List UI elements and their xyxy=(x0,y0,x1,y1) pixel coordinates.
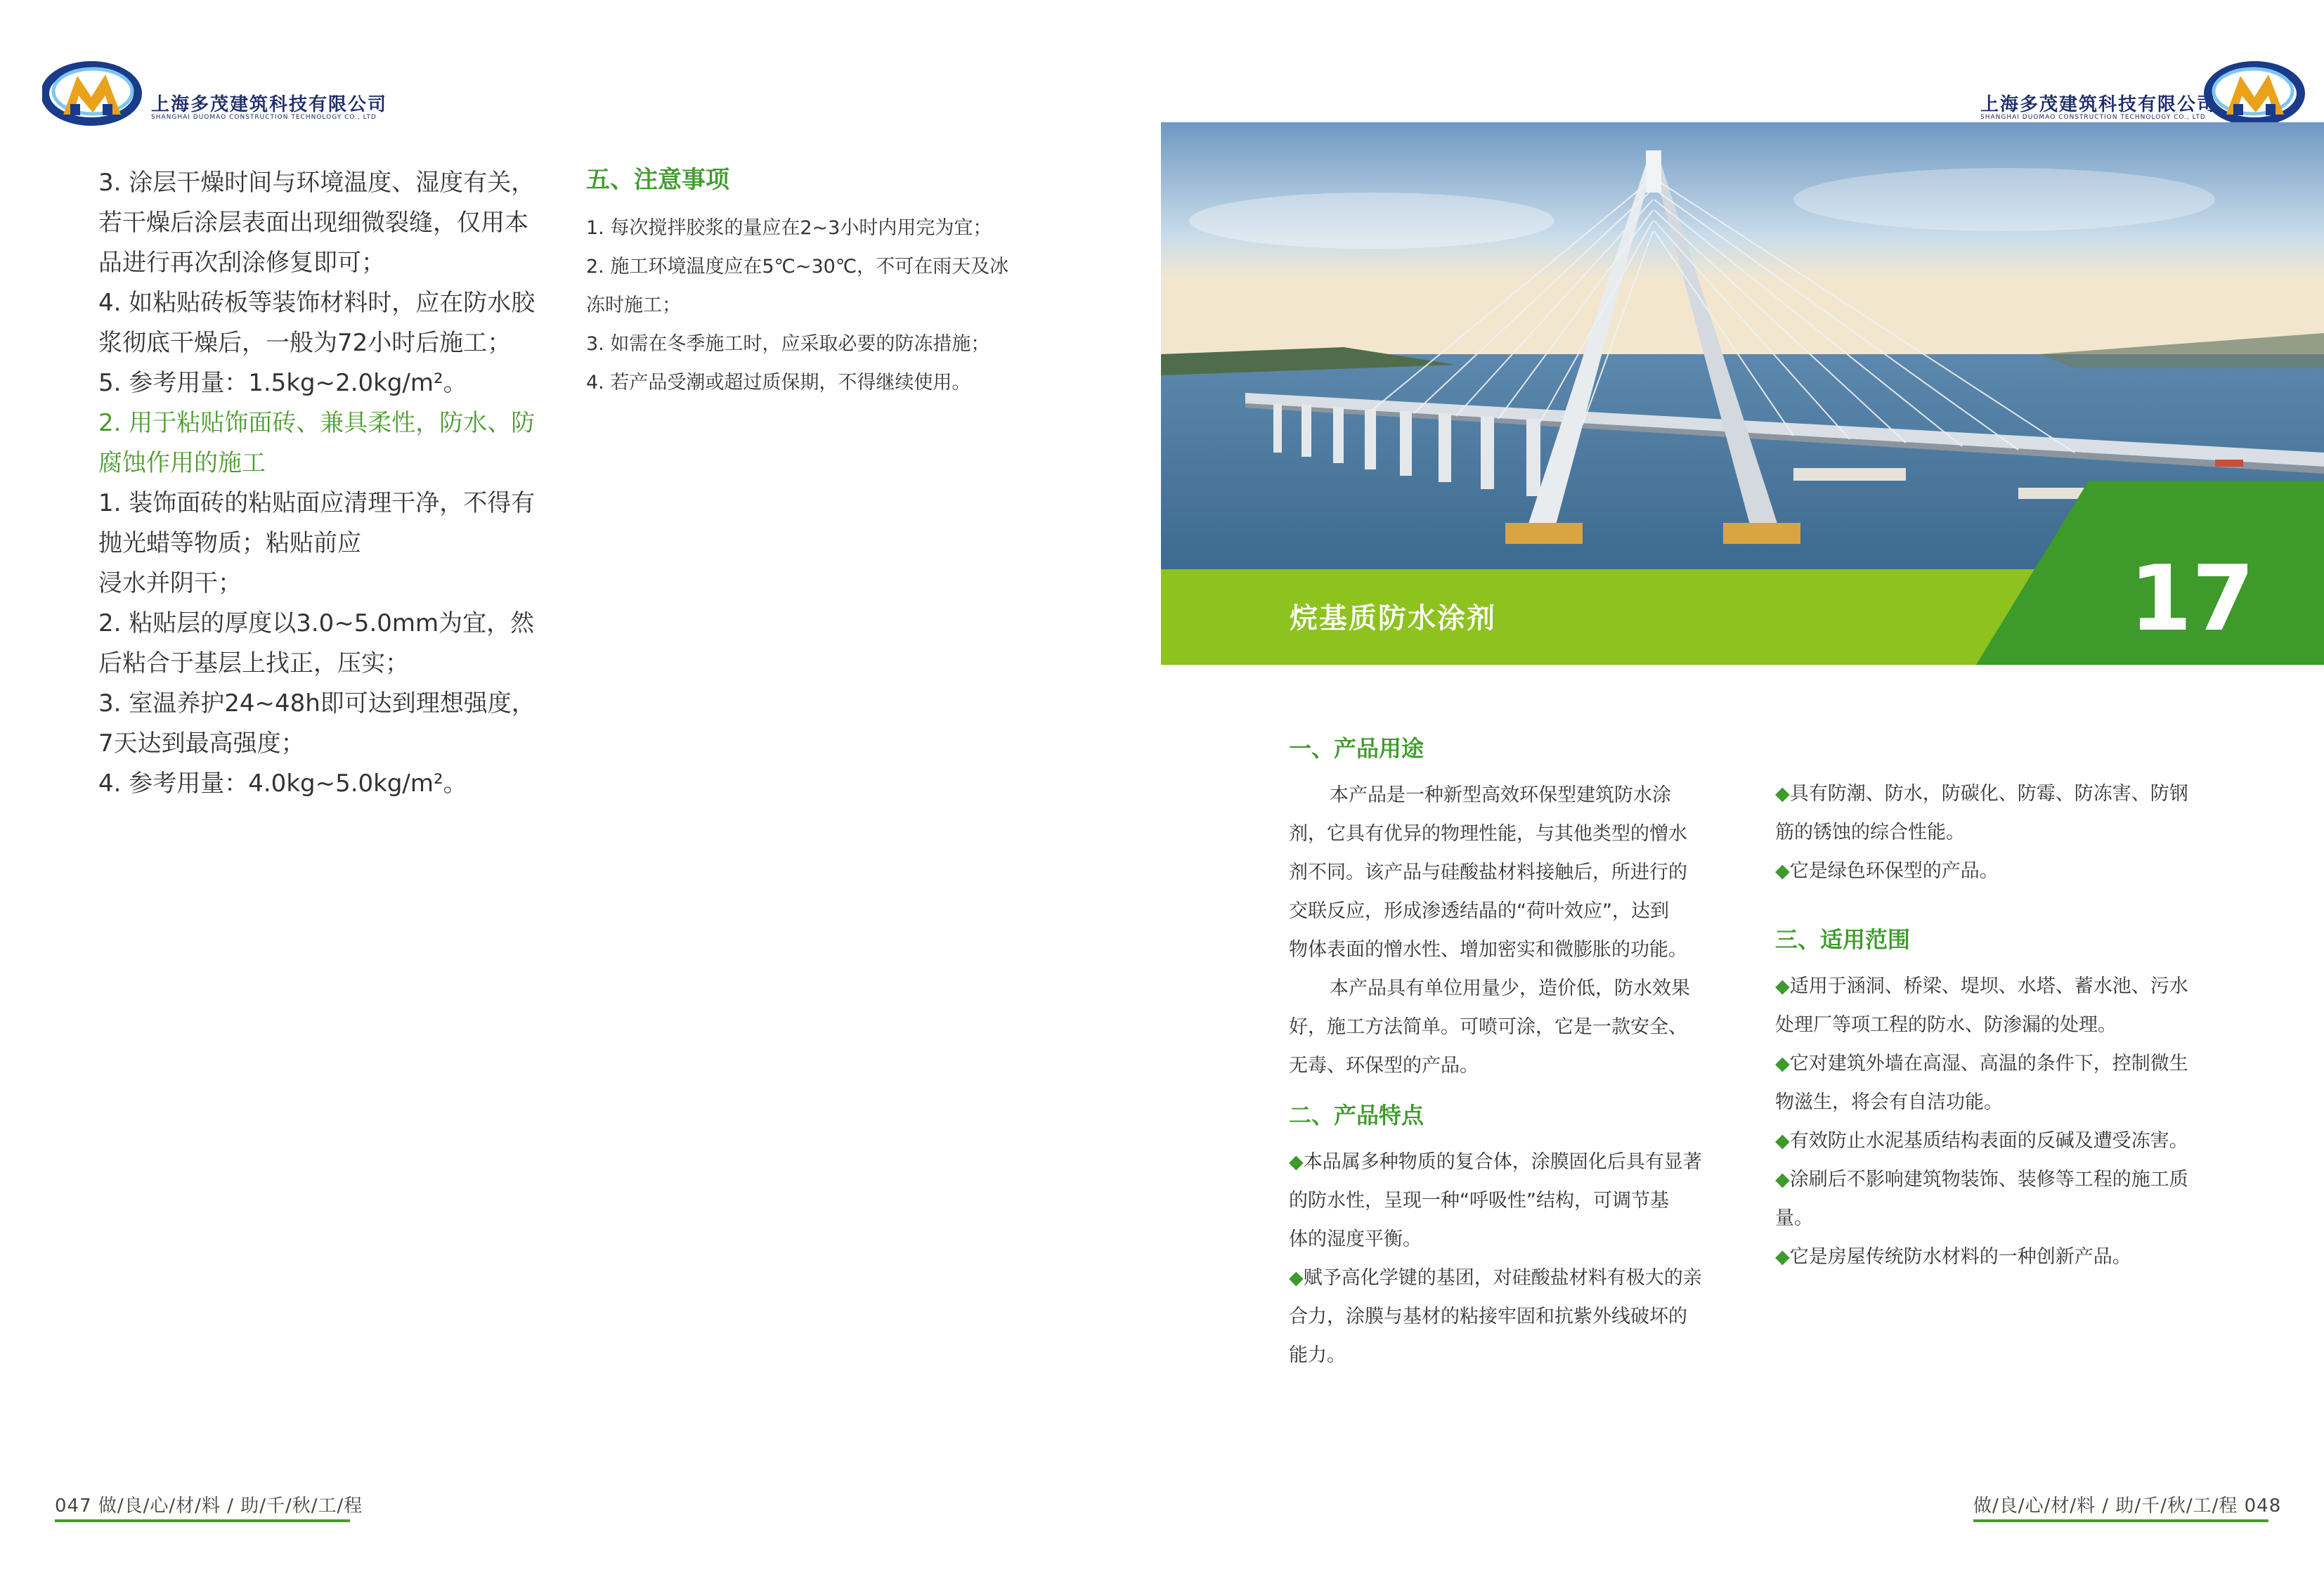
bullet-line: ◆涂刷后不影响建筑物装饰、装修等工程的施工质 xyxy=(1775,1169,2188,1190)
footer-slogan: 做/良/心/材/料 / 助/千/秋/工/程 xyxy=(1973,1495,2238,1517)
page-number: 047 xyxy=(55,1495,92,1517)
section-title: 二、产品特点 xyxy=(1289,1102,1424,1129)
company-name-cn: 上海多茂建筑科技有限公司 xyxy=(1980,94,2217,115)
body-line: 若干燥后涂层表面出现细微裂缝，仅用本 xyxy=(98,209,528,237)
notes-line: 4. 若产品受潮或超过质保期，不得继续使用。 xyxy=(586,372,971,394)
product-title: 烷基质防水涂剂 xyxy=(1290,602,1496,635)
body-line: 浆彻底干燥后，一般为72小时后施工； xyxy=(98,329,512,357)
company-name-en: SHANGHAI DUOMAO CONSTRUCTION TECHNOLOGY CO., LTD xyxy=(151,114,377,121)
bullet-line: 能力。 xyxy=(1289,1344,1346,1366)
bullet-line: ◆本品属多种物质的复合体，涂膜固化后具有显著 xyxy=(1289,1151,1702,1173)
notes-section xyxy=(586,160,1064,402)
features-continued xyxy=(1775,774,2225,890)
bullet-diamond-icon: ◆ xyxy=(1775,1130,1790,1152)
section-features xyxy=(1289,1098,1739,1375)
notes-line: 2. 施工环境温度应在5℃~30℃，不可在雨天及冰 xyxy=(586,256,1009,278)
body-line: 7天达到最高强度； xyxy=(98,729,305,758)
footer-left xyxy=(55,1491,363,1517)
notes-title: 五、注意事项 xyxy=(586,166,729,194)
company-logo-left xyxy=(42,55,436,132)
footer-underline xyxy=(1973,1519,2268,1522)
body-line: 剂不同。该产品与硅酸盐材料接触后，所进行的 xyxy=(1289,862,1687,883)
body-line: 1. 装饰面砖的粘贴面应清理干净，不得有 xyxy=(98,489,535,517)
bullet-line: 体的湿度平衡。 xyxy=(1289,1228,1422,1250)
bullet-diamond-icon: ◆ xyxy=(1775,1246,1790,1268)
bullet-line: 量。 xyxy=(1775,1207,1813,1229)
bullet-line: ◆它是房屋传统防水材料的一种创新产品。 xyxy=(1775,1246,2131,1268)
body-line: 物体表面的憎水性、增加密实和微膨胀的功能。 xyxy=(1289,939,1687,961)
left-page-body xyxy=(98,163,562,804)
bullet-line: 的防水性，呈现一种“呼吸性”结构，可调节基 xyxy=(1289,1190,1669,1212)
bullet-diamond-icon: ◆ xyxy=(1775,860,1790,882)
bullet-line: ◆它是绿色环保型的产品。 xyxy=(1775,860,1999,882)
footer-right xyxy=(1973,1491,2281,1517)
footer-slogan: 做/良/心/材/料 / 助/千/秋/工/程 xyxy=(98,1495,363,1517)
section-scope xyxy=(1775,922,2225,1276)
section-usage xyxy=(1289,731,1739,1085)
bullet-line: 筋的锈蚀的综合性能。 xyxy=(1775,822,1965,843)
body-line: 交联反应，形成渗透结晶的“荷叶效应”，达到 xyxy=(1289,900,1669,922)
bullet-diamond-icon: ◆ xyxy=(1775,975,1790,997)
bullet-diamond-icon: ◆ xyxy=(1775,1169,1790,1190)
body-line: 品进行再次刮涂修复即可； xyxy=(98,249,385,277)
subheading-line: 腐蚀作用的施工 xyxy=(98,449,266,477)
notes-line: 冻时施工； xyxy=(586,294,681,316)
body-line: 好，施工方法简单。可喷可涂，它是一款安全、 xyxy=(1289,1016,1687,1038)
company-logo-icon xyxy=(2200,55,2305,132)
body-line: 浸水并阴干； xyxy=(98,569,242,597)
notes-line: 1. 每次搅拌胶浆的量应在2~3小时内用完为宜； xyxy=(586,217,992,239)
body-line: 3. 室温养护24~48h即可达到理想强度， xyxy=(98,689,535,718)
subheading-line: 2. 用于粘贴饰面砖、兼具柔性，防水、防 xyxy=(98,409,535,437)
bullet-line: ◆赋予高化学键的基团，对硅酸盐材料有极大的亲 xyxy=(1289,1267,1702,1289)
company-logo-icon xyxy=(42,55,148,132)
footer-underline xyxy=(55,1519,350,1522)
bullet-line: ◆它对建筑外墙在高湿、高温的条件下，控制微生 xyxy=(1775,1053,2188,1075)
body-line: 4. 参考用量：4.0kg~5.0kg/m²。 xyxy=(98,770,467,798)
page-number: 048 xyxy=(2244,1495,2282,1517)
company-name-en: SHANGHAI DUOMAO CONSTRUCTION TECHNOLOGY CO., LTD xyxy=(1980,114,2206,121)
body-line: 5. 参考用量：1.5kg~2.0kg/m²。 xyxy=(98,369,467,397)
body-line: 剂，它具有优异的物理性能，与其他类型的憎水 xyxy=(1289,823,1687,845)
body-line: 2. 粘贴层的厚度以3.0~5.0mm为宜，然 xyxy=(98,609,535,637)
body-line: 抛光蜡等物质；粘贴前应 xyxy=(98,529,361,557)
notes-line: 3. 如需在冬季施工时，应采取必要的防冻措施； xyxy=(586,333,990,355)
company-name-cn: 上海多茂建筑科技有限公司 xyxy=(151,94,388,115)
bullet-line: ◆有效防止水泥基质结构表面的反碱及遭受冻害。 xyxy=(1775,1130,2188,1152)
section-title: 一、产品用途 xyxy=(1289,735,1424,762)
bullet-diamond-icon: ◆ xyxy=(1775,1053,1790,1075)
body-line: 4. 如粘贴砖板等装饰材料时，应在防水胶 xyxy=(98,289,535,317)
body-line: 无毒、环保型的产品。 xyxy=(1289,1055,1479,1077)
bullet-diamond-icon: ◆ xyxy=(1775,783,1790,805)
product-number: 17 xyxy=(2129,547,2255,651)
bullet-diamond-icon: ◆ xyxy=(1289,1267,1304,1289)
section-title: 三、适用范围 xyxy=(1775,926,1911,953)
bullet-line: ◆具有防潮、防水，防碳化、防霉、防冻害、防钢 xyxy=(1775,783,2188,805)
body-line: 本产品是一种新型高效环保型建筑防水涂 xyxy=(1330,784,1671,806)
bullet-line: ◆适用于涵洞、桥梁、堤坝、水塔、蓄水池、污水 xyxy=(1775,975,2188,997)
body-line: 后粘合于基层上找正，压实； xyxy=(98,649,409,677)
company-logo-right xyxy=(1975,55,2324,132)
body-line: 3. 涂层干燥时间与环境温度、湿度有关， xyxy=(98,169,535,197)
bullet-line: 处理厂等项工程的防水、防渗漏的处理。 xyxy=(1775,1014,2117,1036)
bullet-line: 物滋生，将会有自洁功能。 xyxy=(1775,1091,2003,1113)
bullet-diamond-icon: ◆ xyxy=(1289,1151,1304,1173)
body-line: 本产品具有单位用量少，造价低，防水效果 xyxy=(1330,978,1690,999)
bullet-line: 合力，涂膜与基材的粘接牢固和抗紫外线破坏的 xyxy=(1289,1306,1687,1328)
